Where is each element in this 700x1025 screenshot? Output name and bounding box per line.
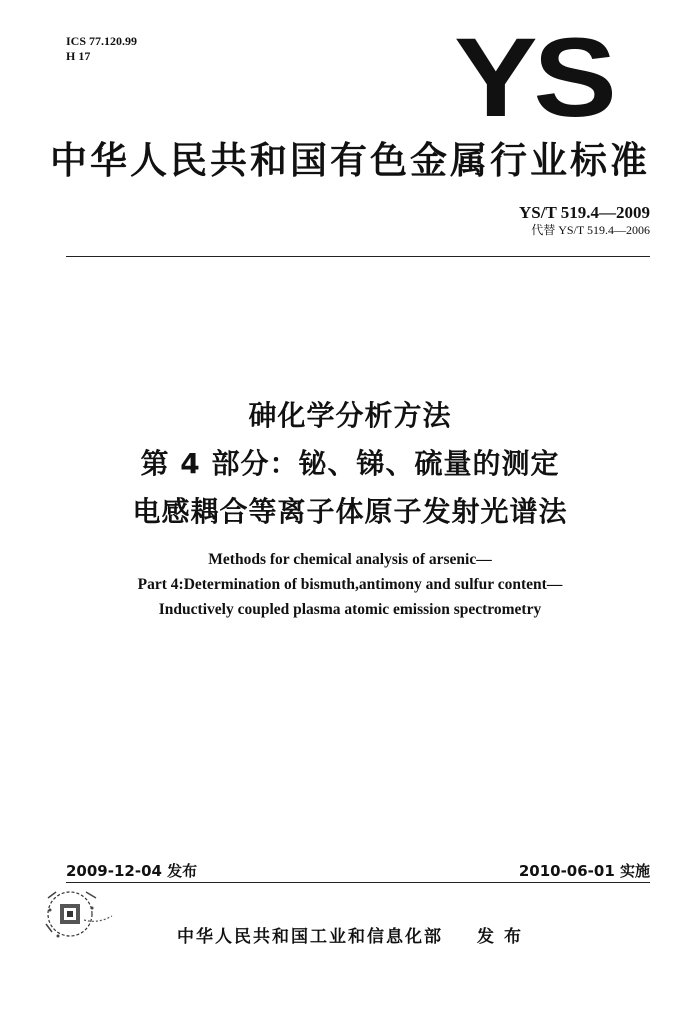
english-title-line-1: Methods for chemical analysis of arsenic— — [208, 551, 492, 568]
english-title-line-3: Inductively coupled plasma atomic emission spectrometry — [158, 601, 542, 618]
ys-logo: YS — [453, 15, 612, 140]
chinese-title-line-1: 砷化学分析方法 — [248, 399, 452, 432]
implementation-date: 2010-06-01 实施 — [518, 862, 650, 880]
chinese-title — [0, 392, 700, 536]
footer-divider — [66, 882, 650, 883]
classification-codes — [66, 34, 137, 64]
issuer-action: 发 布 — [477, 927, 523, 947]
english-title-line-2: Part 4:Determination of bismuth,antimony and sulfur content— — [137, 576, 563, 593]
replaced-standard: 代替 YS/T 519.4—2006 — [531, 223, 650, 237]
chinese-title-line-3: 电感耦合等离子体原子发射光谱法 — [132, 495, 568, 528]
chinese-title-line-2: 第 4 部分：铋、锑、硫量的测定 — [140, 447, 560, 480]
issue-date: 2009-12-04 发布 — [66, 862, 198, 880]
issuing-authority — [0, 922, 700, 947]
industry-standard-title: 中华人民共和国有色金属行业标准 — [50, 139, 650, 182]
english-title — [0, 547, 700, 622]
header-divider — [66, 256, 650, 257]
ccs-code: H 17 — [66, 49, 91, 63]
ics-code: ICS 77.120.99 — [66, 34, 138, 48]
standard-number: YS/T 519.4—2009 — [519, 203, 650, 222]
issuer-name: 中华人民共和国工业和信息化部 — [177, 927, 444, 947]
